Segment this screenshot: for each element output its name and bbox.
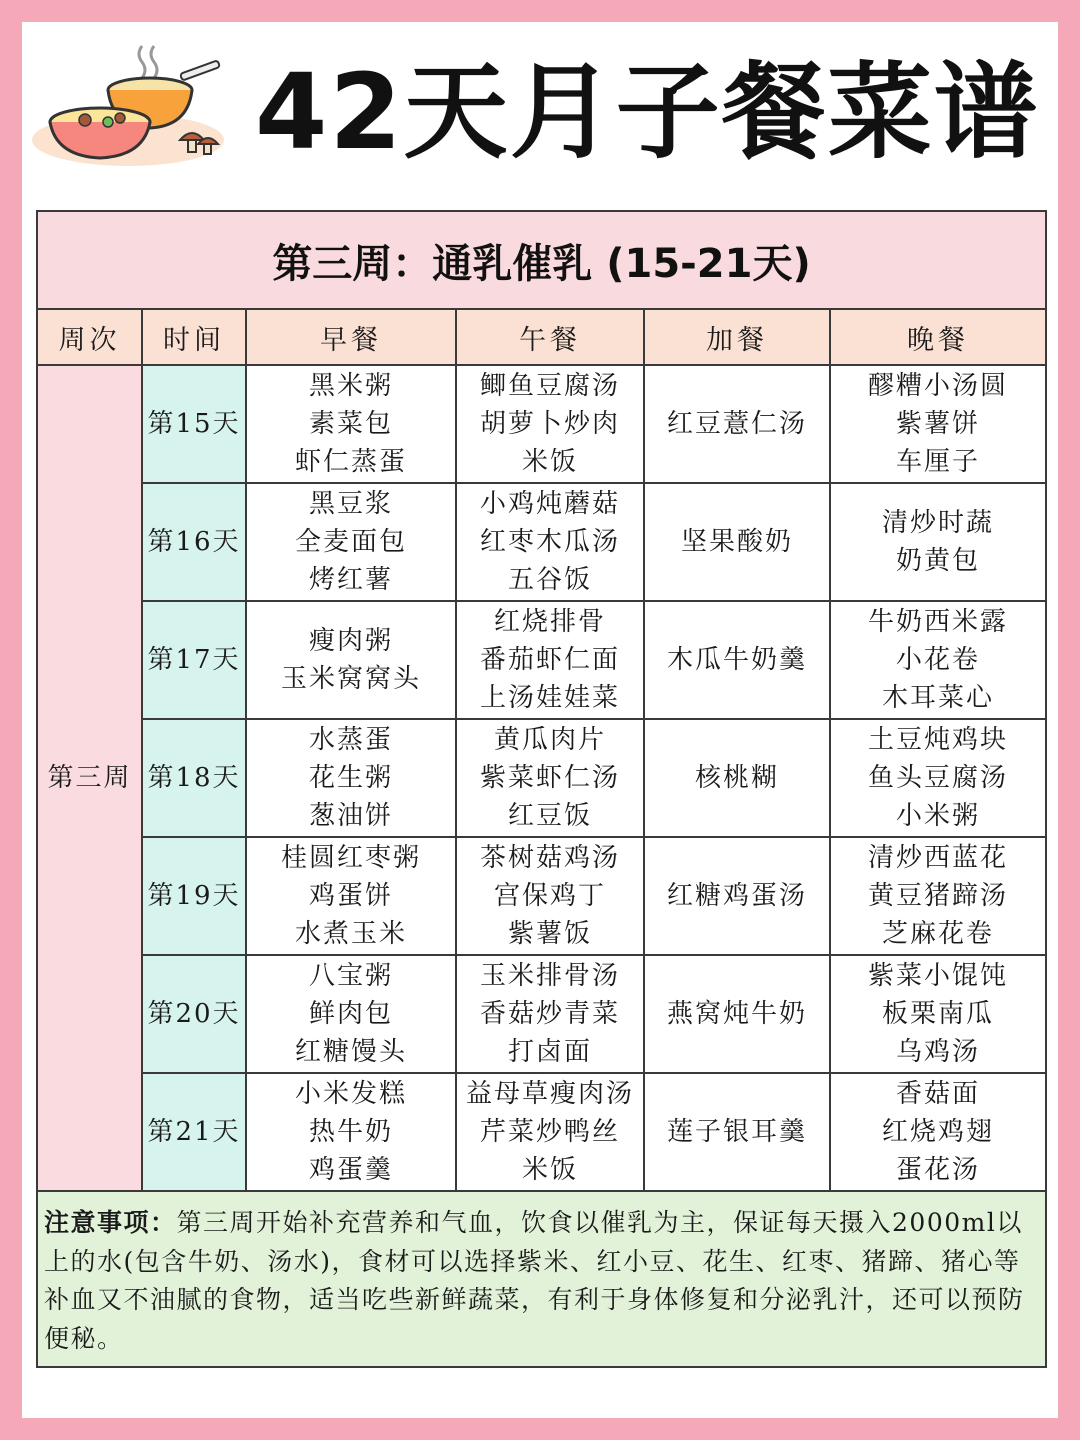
dish-item: 玉米排骨汤 (479, 961, 620, 991)
dish-item: 红豆薏仁汤 (666, 409, 807, 439)
breakfast-cell (246, 601, 456, 719)
column-header-week: 周次 (37, 309, 142, 365)
breakfast-cell (246, 365, 456, 483)
dish-item: 红烧排骨 (493, 607, 606, 637)
lunch-cell (456, 601, 644, 719)
page-title: 42天月子餐菜谱 (255, 51, 1040, 173)
dish-item: 胡萝卜炒肉 (479, 409, 620, 439)
dish-item: 核桃糊 (694, 763, 779, 793)
dish-item: 车厘子 (896, 447, 981, 477)
dish-item: 莲子银耳羹 (666, 1117, 807, 1147)
dish-item: 紫薯饭 (507, 919, 592, 949)
lunch-cell (456, 837, 644, 955)
dish-item: 鲫鱼豆腐汤 (479, 371, 620, 401)
column-header-row (37, 309, 1046, 365)
notes-text: 第三周开始补充营养和气血，饮食以催乳为主，保证每天摄入2000ml以上的水(包含牛奶、汤水)，食材可以选择紫米、红小豆、花生、红枣、猪蹄、猪心等补血又不油腻的食物，适当吃些新鲜蔬菜，有利于身体修复和分泌乳汁，还可以预防便秘。 (44, 1208, 1025, 1353)
notes-box (37, 1191, 1046, 1367)
dinner-cell (830, 601, 1046, 719)
day-label: 第18天 (142, 719, 246, 837)
week-label: 第三周 (37, 365, 142, 1191)
column-header-snack: 加餐 (644, 309, 830, 365)
dish-item: 葱油饼 (308, 801, 393, 831)
dish-item: 燕窝炖牛奶 (666, 999, 807, 1029)
snack-cell (644, 837, 830, 955)
snack-cell (644, 365, 830, 483)
dinner-cell (830, 1073, 1046, 1191)
dish-item: 玉米窝窝头 (280, 664, 421, 694)
dish-item: 番茄虾仁面 (479, 645, 620, 675)
dish-item: 小花卷 (896, 645, 981, 675)
lunch-cell (456, 719, 644, 837)
table-row (37, 955, 1046, 1073)
dish-item: 虾仁蒸蛋 (294, 447, 407, 477)
day-label: 第17天 (142, 601, 246, 719)
section-title: 第三周：通乳催乳 (15-21天) (37, 211, 1046, 309)
dish-item: 奶黄包 (896, 546, 981, 576)
dish-item: 紫菜虾仁汤 (479, 763, 620, 793)
dish-item: 紫菜小馄饨 (868, 961, 1009, 991)
day-label: 第15天 (142, 365, 246, 483)
table-row (37, 719, 1046, 837)
dish-item: 打卤面 (507, 1037, 592, 1067)
table-row (37, 1073, 1046, 1191)
dish-item: 乌鸡汤 (896, 1037, 981, 1067)
lunch-cell (456, 365, 644, 483)
dish-item: 五谷饭 (507, 565, 592, 595)
soup-bowl-icon (30, 40, 230, 170)
breakfast-cell (246, 955, 456, 1073)
dish-item: 紫薯饼 (896, 409, 981, 439)
day-label: 第19天 (142, 837, 246, 955)
dish-item: 坚果酸奶 (680, 527, 793, 557)
dish-item: 鸡蛋羹 (308, 1155, 393, 1185)
column-header-lunch: 午餐 (456, 309, 644, 365)
dish-item: 小鸡炖蘑菇 (479, 489, 620, 519)
dish-item: 热牛奶 (308, 1117, 393, 1147)
dish-item: 醪糟小汤圆 (868, 371, 1009, 401)
dish-item: 牛奶西米露 (868, 607, 1009, 637)
snack-cell (644, 483, 830, 601)
snack-cell (644, 955, 830, 1073)
dish-item: 清炒时蔬 (882, 508, 995, 538)
dish-item: 米饭 (521, 1155, 578, 1185)
day-label: 第16天 (142, 483, 246, 601)
table-row (37, 483, 1046, 601)
dish-item: 土豆炖鸡块 (868, 725, 1009, 755)
dish-item: 水蒸蛋 (308, 725, 393, 755)
dish-item: 鸡蛋饼 (308, 881, 393, 911)
dish-item: 黄豆猪蹄汤 (868, 881, 1009, 911)
note-row (37, 1191, 1046, 1367)
dish-item: 红糖鸡蛋汤 (666, 881, 807, 911)
dish-item: 小米发糕 (294, 1079, 407, 1109)
day-label: 第20天 (142, 955, 246, 1073)
dinner-cell (830, 837, 1046, 955)
dish-item: 益母草瘦肉汤 (465, 1079, 634, 1109)
dish-item: 蛋花汤 (896, 1155, 981, 1185)
dish-item: 红豆饭 (507, 801, 592, 831)
dish-item: 花生粥 (308, 763, 393, 793)
dish-item: 木瓜牛奶羹 (666, 645, 807, 675)
dish-item: 木耳菜心 (882, 683, 995, 713)
dish-item: 米饭 (521, 447, 578, 477)
snack-cell (644, 601, 830, 719)
breakfast-cell (246, 837, 456, 955)
dish-item: 芹菜炒鸭丝 (479, 1117, 620, 1147)
notes-label: 注意事项： (44, 1208, 177, 1237)
table-row (37, 601, 1046, 719)
dinner-cell (830, 365, 1046, 483)
lunch-cell (456, 483, 644, 601)
dish-item: 八宝粥 (308, 961, 393, 991)
dish-item: 宫保鸡丁 (493, 881, 606, 911)
table-row (37, 365, 1046, 483)
day-label: 第21天 (142, 1073, 246, 1191)
lunch-cell (456, 955, 644, 1073)
dish-item: 红糖馒头 (294, 1037, 407, 1067)
dish-item: 上汤娃娃菜 (479, 683, 620, 713)
dish-item: 香菇面 (896, 1079, 981, 1109)
dinner-cell (830, 719, 1046, 837)
lunch-cell (456, 1073, 644, 1191)
dish-item: 鱼头豆腐汤 (868, 763, 1009, 793)
dish-item: 茶树菇鸡汤 (479, 843, 620, 873)
table-row (37, 837, 1046, 955)
breakfast-cell (246, 483, 456, 601)
dish-item: 芝麻花卷 (882, 919, 995, 949)
breakfast-cell (246, 719, 456, 837)
dish-item: 桂圆红枣粥 (280, 843, 421, 873)
dish-item: 烤红薯 (308, 565, 393, 595)
dish-item: 清炒西蓝花 (868, 843, 1009, 873)
dish-item: 香菇炒青菜 (479, 999, 620, 1029)
dish-item: 水煮玉米 (294, 919, 407, 949)
dish-item: 黑豆浆 (308, 489, 393, 519)
snack-cell (644, 719, 830, 837)
dish-item: 红烧鸡翅 (882, 1117, 995, 1147)
dinner-cell (830, 955, 1046, 1073)
column-header-time: 时间 (142, 309, 246, 365)
dish-item: 素菜包 (308, 409, 393, 439)
dinner-cell (830, 483, 1046, 601)
column-header-dinner: 晚餐 (830, 309, 1046, 365)
dish-item: 瘦肉粥 (308, 626, 393, 656)
breakfast-cell (246, 1073, 456, 1191)
snack-cell (644, 1073, 830, 1191)
menu-table (36, 210, 1047, 1368)
dish-item: 小米粥 (896, 801, 981, 831)
dish-item: 黑米粥 (308, 371, 393, 401)
dish-item: 鲜肉包 (308, 999, 393, 1029)
dish-item: 黄瓜肉片 (493, 725, 606, 755)
column-header-breakfast: 早餐 (246, 309, 456, 365)
dish-item: 全麦面包 (294, 527, 407, 557)
dish-item: 红枣木瓜汤 (479, 527, 620, 557)
dish-item: 板栗南瓜 (882, 999, 995, 1029)
